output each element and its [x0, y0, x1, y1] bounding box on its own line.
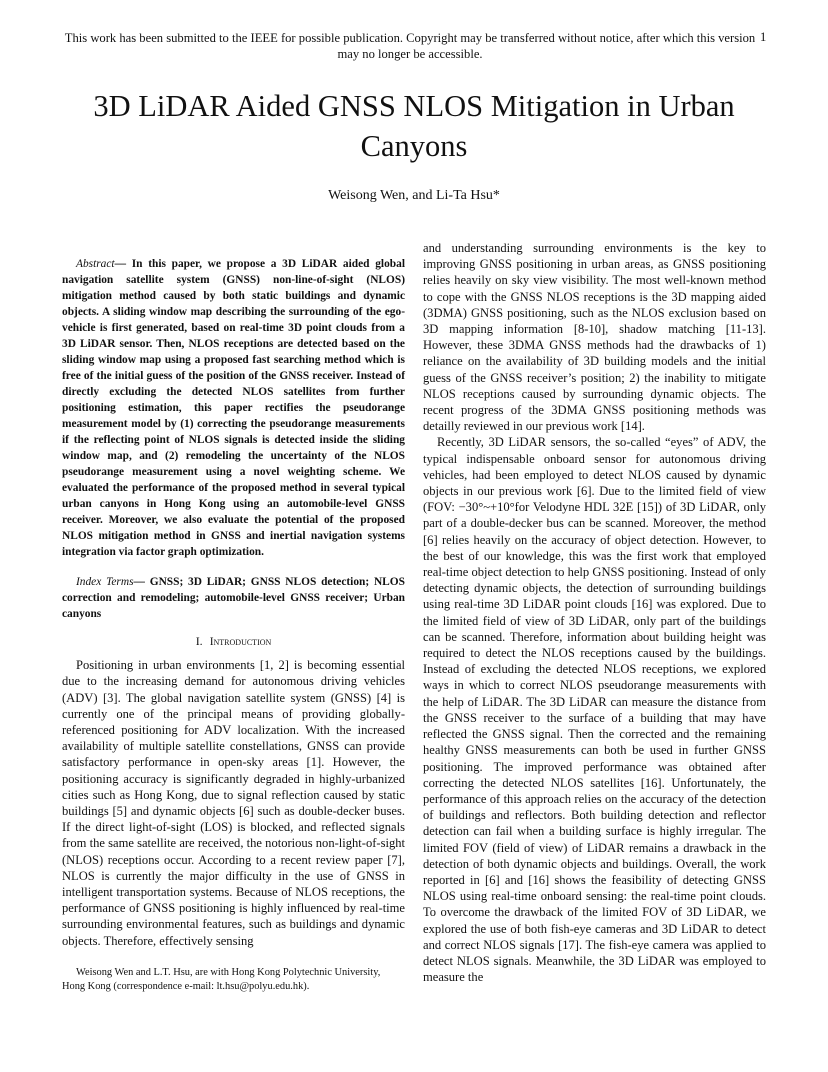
paragraph-text: for Velodyne HDL 32E [15]) of 3D LiDAR, only part of a double-decker bus can be scanned. Moreover, the method [6] relies heavily on the accuracy of object detection. However, to the best of our knowledge, this was the first work that employed real-time object detection to help GNSS positioning. Instead of only detecting dynamic objects, the detection of surrounding buildings using real-time 3D LiDAR point clouds [16] was explored. Due to the limited field of view of 3D LiDAR, only part of the buildings can be scanned. Therefore, information about building height was required to detect the NLOS receptions caused by the buildings. Instead of excluding the detected NLOS receptions, we explored ways in which to correct NLOS pseudorange measurements with the help of LiDAR. The 3D LiDAR can measure the distance from the GNSS receiver to the surface of a building that may have reflected the GNSS signal. Then the corrected and the remaining healthy GNSS measurements can both be used in further GNSS positioning. The improved performance was obtained after correcting the detected NLOS satellites [16]. Unfortunately, the performance of this approach relies on the accuracy of the detection of buildings and reflectors. Both building detection and reflector detection can fail when a building surface is highly irregular. The limited FOV (field of view) of LiDAR remains a drawback in the detection of both dynamic objects and buildings. Overall, the work reported in [6] and [16] shows the feasibility of detecting GNSS NLOS using real-time onboard sensing: the real-time point clouds. To overcome the drawback of the limited FOV of 3D LiDAR, we explored the use of both fish-eye cameras and 3D LiDAR to detect and correct NLOS signals [17]. The fish-eye camera was applied to detect NLOS signals. Meanwhile, the 3D LiDAR was employed to measure the [423, 500, 766, 985]
right-column [423, 240, 766, 985]
section-title: Introduction [209, 636, 272, 648]
paragraph [423, 434, 766, 985]
section-heading [62, 633, 405, 650]
paragraph-continuation: and understanding surrounding environments is the key to improving GNSS positioning in urban areas, as GNSS positioning relies heavily on sky view visibility. The most well-known method to cope with the GNSS NLOS receptions is the 3D mapping aided (3DMA) GNSS positioning, such as the NLOS exclusion based on 3D mapping information [8-10], shadow matching [11-13]. However, these 3DMA GNSS methods had the drawbacks of 1) reliance on the availability of 3D building models and the initial guess of the GNSS receiver’s position; 2) the inability to mitigate NLOS receptions caused by surrounding dynamic objects. The recent progress of the 3DMA GNSS positioning methods was detailly reviewed in our previous work [14]. [423, 241, 766, 434]
index-terms-lead: Index Terms [76, 576, 134, 588]
abstract-dash: — [114, 258, 132, 270]
page-number: 1 [760, 30, 767, 44]
paragraph: Positioning in urban environments [1, 2] is becoming essential due to the increasing demand for autonomous driving vehicles (ADV) [3]. The global navigation satellite system (GNSS) [4] is currently one of the principal means of providing globally-referenced positioning for ADV localization. With the increased availability of multiple satellite constellations, GNSS can provide satisfactory performance in open-sky areas [1]. However, the positioning accuracy is significantly degraded in highly-urbanized cities such as Hong Kong, due to signal reflection caused by static buildings [5] and dynamic objects [6] such as double-decker buses. If the direct light-of-sight (LOS) is blocked, and reflected signals from the same satellite are received, the notorious non-light-of-sight (NLOS) receptions occur. According to a recent review paper [7], NLOS is currently the major difficulty in the use of GNSS in intelligent transportation systems. Because of NLOS receptions, the performance of GNSS positioning is highly influenced by real-time surrounding environmental features, such as buildings and dynamic objects. Therefore, effectively sensing [62, 658, 405, 948]
fov-expression: −30°~+10° [458, 500, 515, 515]
left-column [62, 256, 405, 949]
abstract [62, 256, 405, 560]
index-terms-dash: — [133, 576, 150, 588]
introduction-body [62, 657, 405, 949]
copyright-notice: This work has been submitted to the IEEE for possible publication. Copyright may be transferred without notice, after which this version may no longer be accessible. [64, 31, 756, 61]
paragraph-text: Recently, 3D LiDAR sensors, the so-called “eyes” of ADV, the typical indispensable onboard sensor for autonomous driving vehicles, had been employed to detect NLOS caused by dynamic objects in our previous work [6]. Due to the limited field of view (FOV: [423, 435, 766, 515]
index-terms [62, 574, 405, 622]
author-list: Weisong Wen, and Li-Ta Hsu* [328, 188, 500, 203]
paper-title: 3D LiDAR Aided GNSS NLOS Mitigation in Urban Canyons [93, 89, 735, 163]
abstract-lead: Abstract [76, 258, 115, 270]
author-footnote: Weisong Wen and L.T. Hsu, are with Hong Kong Polytechnic University, Hong Kong (correspondence e-mail: lt.hsu@polyu.edu.hk). [62, 967, 381, 992]
section-number: I. [195, 634, 203, 648]
abstract-text: In this paper, we propose a 3D LiDAR aided global navigation satellite system (GNSS) non-line-of-sight (NLOS) mitigation method caused by both static buildings and dynamic objects. A sliding window map describing the surrounding of the ego-vehicle is first generated, based on real-time 3D point clouds from a 3D LiDAR sensor. Then, NLOS receptions are detected based on the sliding window map using a proposed fast searching method which is free of the initial guess of the position of the GNSS receiver. Instead of directly excluding the detected NLOS satellites from further positioning estimation, this paper rectifies the pseudorange measurement model by (1) correcting the pseudorange measurements if the reflecting point of NLOS signals is detected inside the sliding window map, and (2) remodeling the uncertainty of the NLOS pseudorange measurement using a novel weighting scheme. We evaluated the performance of the proposed method in several typical urban canyons in Hong Kong using an automobile-level GNSS receiver. Moreover, we also evaluate the potential of the proposed NLOS mitigation method in GNSS and inertial navigation systems integration via factor graph optimization. [62, 258, 405, 558]
index-terms-text: GNSS; 3D LiDAR; GNSS NLOS detection; NLOS correction and remodeling; automobile-level GNSS receiver; Urban canyons [62, 576, 405, 620]
